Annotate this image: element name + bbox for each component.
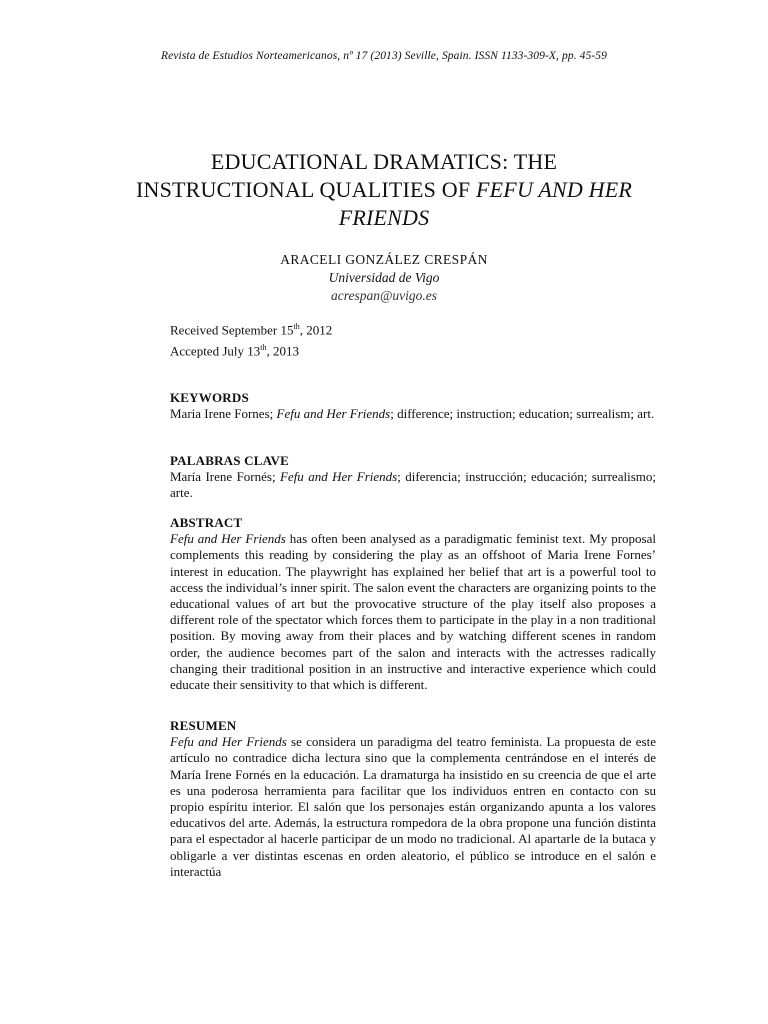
author-affiliation: Universidad de Vigo [328,270,440,285]
accepted-date: Accepted July 13th, 2013 [170,343,299,359]
abstract-heading: ABSTRACT [170,515,243,530]
resumen-section [170,718,656,880]
title-line-2-plain: INSTRUCTIONAL QUALITIES OF [135,177,477,202]
received-date: Received September 15th, 2012 [170,322,333,338]
abstract-section [170,515,656,693]
keywords-body: Maria Irene Fornes; Fefu and Her Friends; difference; instruction; education; surrealism; art. [170,406,655,422]
palabras-clave-body: María Irene Fornés; Fefu and Her Friends; diferencia; instrucción; educación; surrealismo; arte. [170,469,656,501]
title-line-3: FRIENDS [338,205,430,230]
abstract-body: Fefu and Her Friends has often been analysed as a paradigmatic feminist text. My proposal complements this reading by considering the play as an offshoot of Maria Irene Fornes’ interest in education. The playwright has explained her belief that art is a powerful tool to access the individual’s inner spirit. The salon event the characters are organizing points to the educational values of art but the provocative structure of the play itself also proposes a different role of the spectator which forces them to participate in the play in a non traditional position. By moving away from their places and by watching different scenes in random order, the audience becomes part of the salon and interacts with the actresses radically changing their traditional position in an instructive and interactive experience which could educate their sensitivity to that which is different. [170,531,656,693]
resumen-body: Fefu and Her Friends se considera un paradigma del teatro feminista. La propuesta de este artículo no contradice dicha lectura sino que la complementa centrándose en el interés de María Irene Fornés en la educación. La dramaturga ha insistido en su creencia de que el arte es una poderosa herramienta para facilitar que los individuos entren en contacto con su propio espíritu interior. El salón que los personajes están organizando apunta a los valores educativos del arte. Además, la estructura rompedora de la obra propone una función distinta para el espectador al hacerle participar de un modo no tradicional. Al apartarle de la butaca y obligarle a ver distintas escenas en orden aleatorio, el público se introduce en el salón e interactúa [170,734,657,879]
title-line-2-italic: FEFU AND HER [476,177,633,202]
palabras-clave-section [170,453,656,502]
author-block [0,251,768,305]
palabras-clave-heading: PALABRAS CLAVE [170,453,289,468]
author-name: ARACELI GONZÁLEZ CRESPÁN [280,252,488,267]
title-line-2 [100,176,668,204]
paper-title [100,148,668,232]
resumen-heading: RESUMEN [170,718,237,733]
keywords-heading: KEYWORDS [170,390,249,405]
submission-dates [170,318,332,361]
running-header: Revista de Estudios Norteamericanos, nº 17 (2013) Seville, Spain. ISSN 1133-309-X, pp. 45-59 [161,50,607,62]
author-email[interactable]: acrespan@uvigo.es [330,288,438,303]
keywords-section [170,390,656,422]
title-line-1: EDUCATIONAL DRAMATICS: THE [210,149,558,174]
